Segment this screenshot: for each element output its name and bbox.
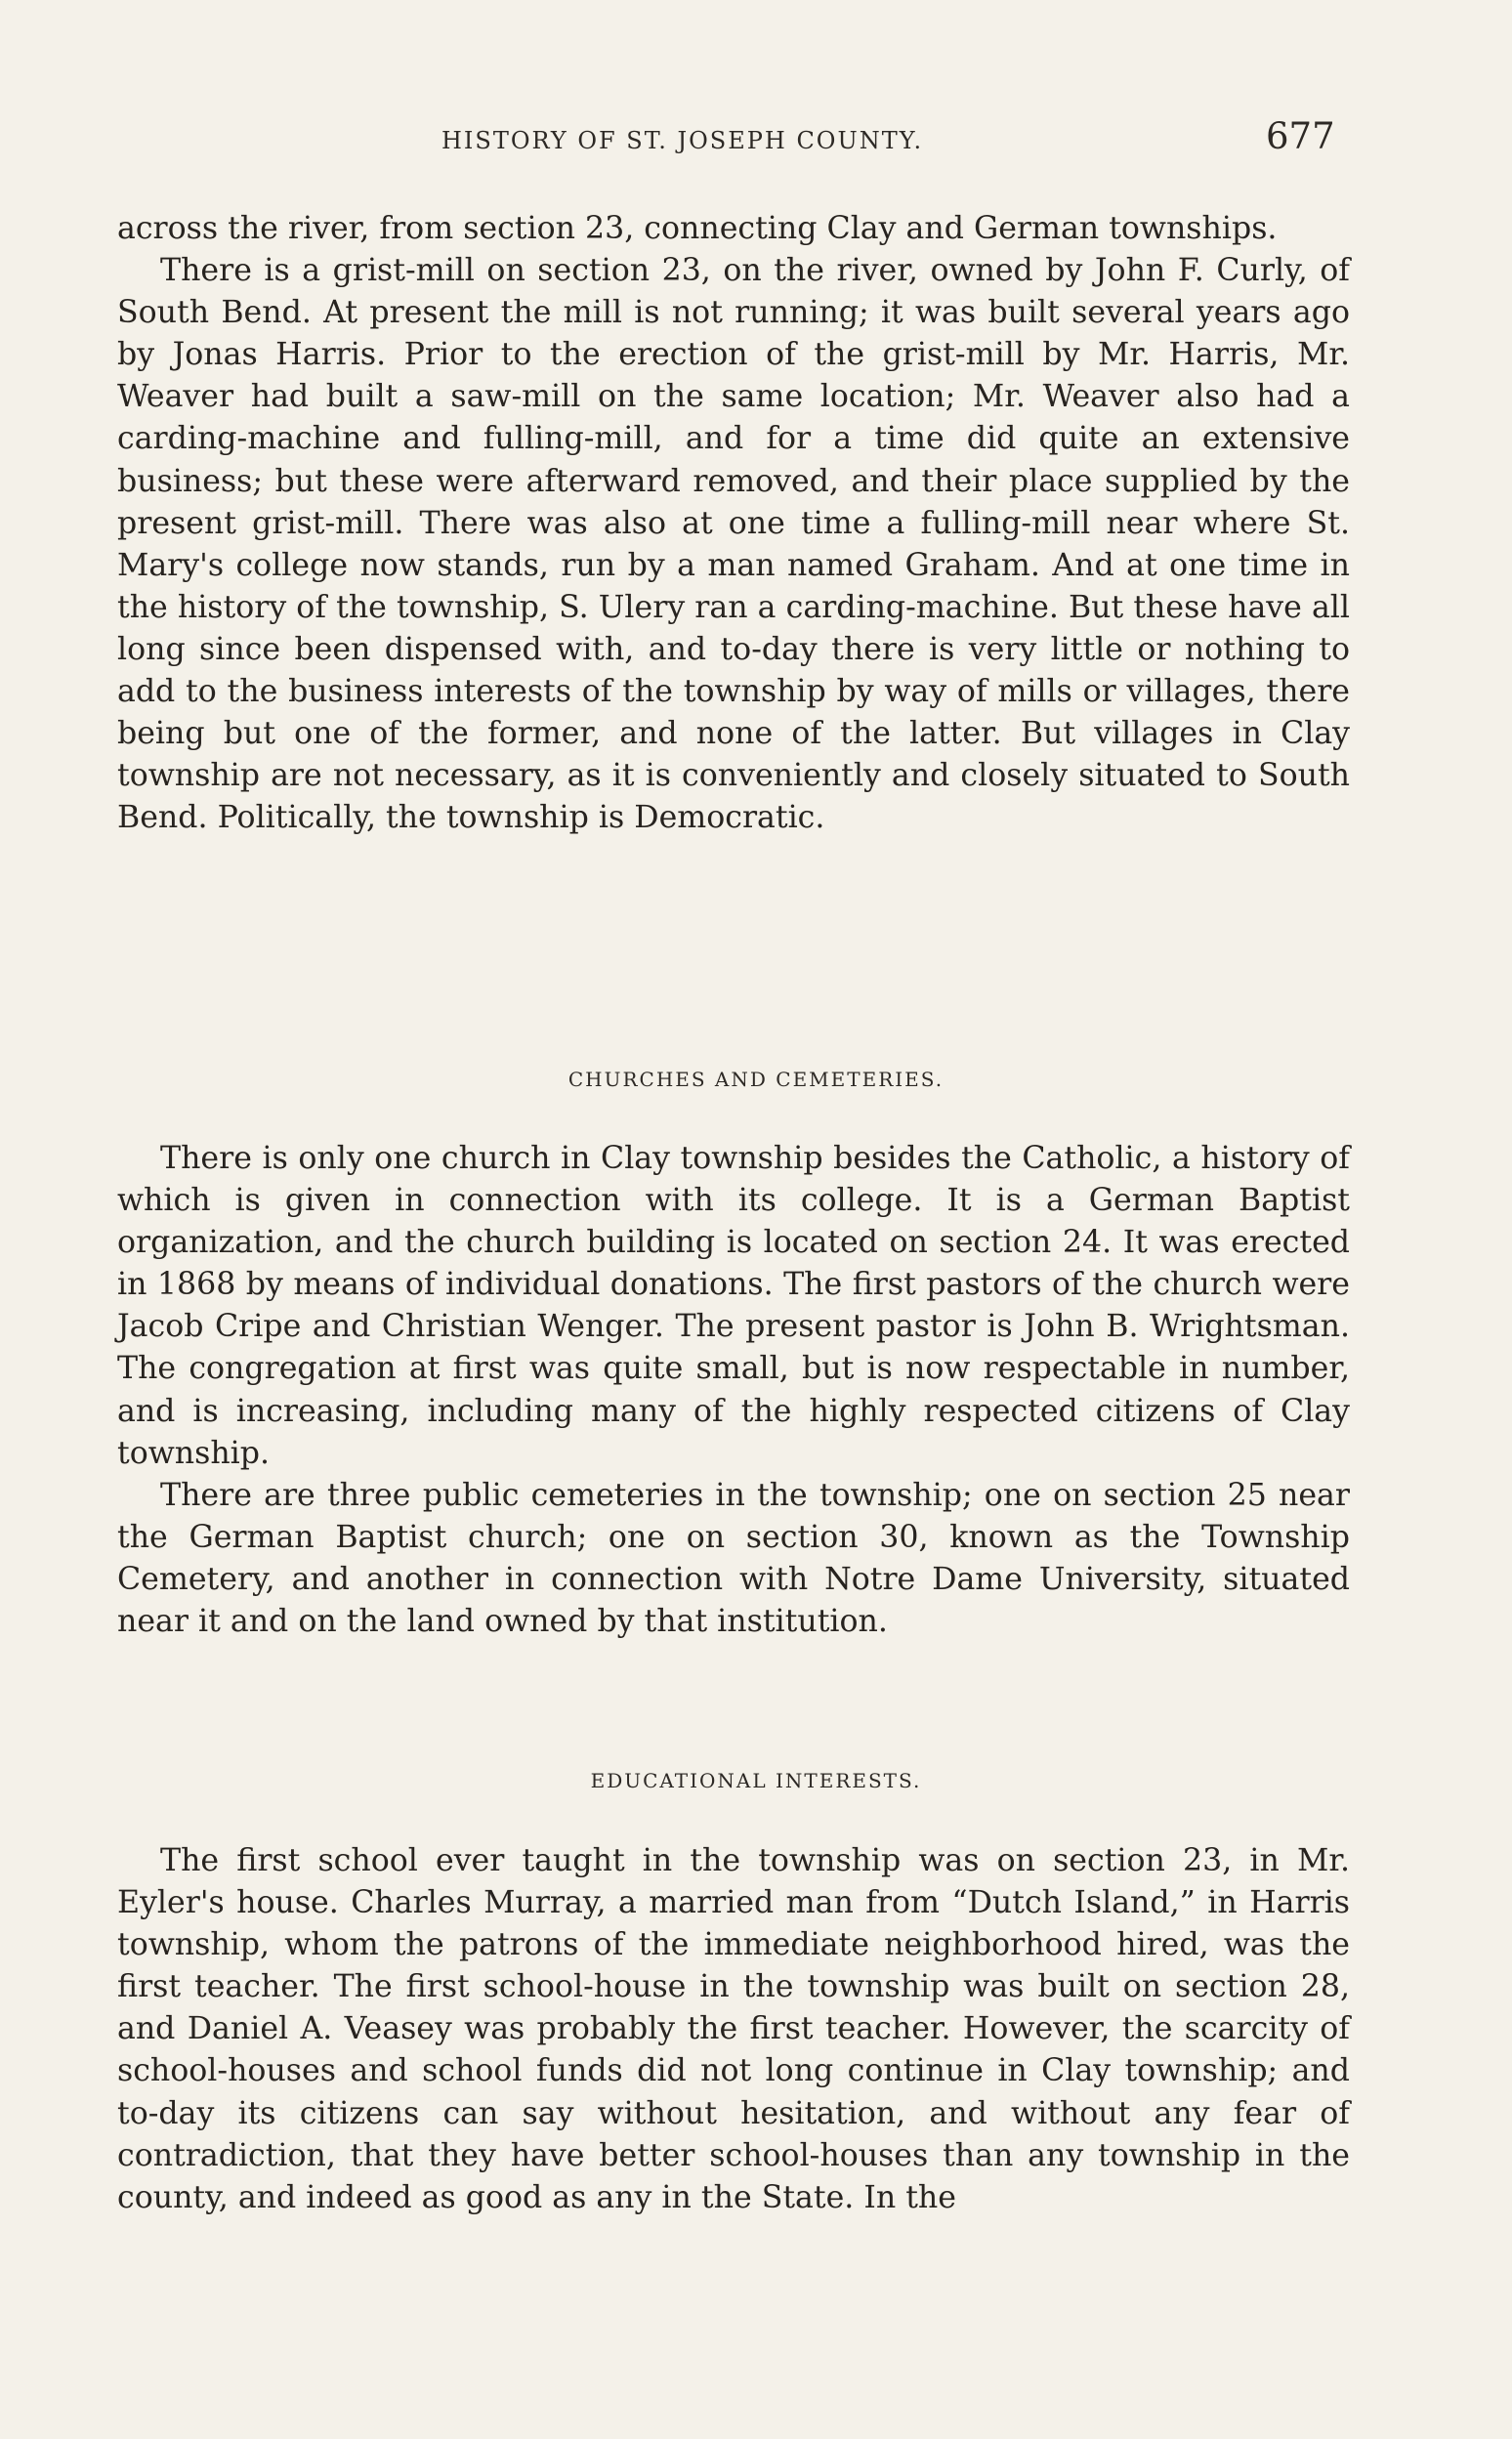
section-heading-education: EDUCATIONAL INTERESTS.	[590, 1769, 922, 1792]
paragraph-grist-mill: There is a grist-mill on section 23, on the river, owned by John F. Curly, of South Bend. At present the mill is not running; it was built several years ago by Jonas Harris. Prior to the erection of the grist-mill by Mr. Harris, Mr. Weaver had built a saw-mill on the same location; Mr. Weaver also had a carding-machine and fulling-mill, and for a time did quite an extensive business; but these were afterward removed, and their place supplied by the present grist-mill. There was also at one time a fulling-mill near where St. Mary's college now stands, run by a man named Graham. And at one time in the history of the township, S. Ulery ran a carding-machine. But these have all long since been dispensed with, and to-day there is very little or nothing to add to the business interests of the township by way of mills or villages, there being but one of the former, and none of the latter. But villages in Clay township are not necessary, as it is conveniently and closely situated to South Bend. Politically, the township is Democratic.	[117, 253, 1350, 836]
page-number: 677	[1266, 115, 1335, 157]
paragraph-cemeteries: There are three public cemeteries in the township; one on section 25 near the German Baptist church; one on section 30, known as the Township Cemetery, and another in connection with Notre Dame University, situated near it and on the land owned by that institution.	[117, 1477, 1350, 1640]
paragraph-first-school: The first school ever taught in the township was on section 23, in Mr. Eyler's house. Charles Murray, a married man from “Dutch Island,” in Harris township, whom the patrons of the immediate neighborhood hired, was the first teacher. The first school-house in the township was built on section 28, and Daniel A. Veasey was probably the first teacher. However, the scarcity of school-houses and school funds did not long continue in Clay township; and to-day its citizens can say without hesitation, and without any fear of contradiction, that they have better school-houses than any township in the county, and indeed as good as any in the State. In the	[117, 1843, 1350, 2215]
paragraph-church: There is only one church in Clay township besides the Catholic, a history of which is given in connection with its college. It is a German Baptist organization, and the church building is located on section 24. It was erected in 1868 by means of individual donations. The first pastors of the church were Jacob Cripe and Christian Wenger. The present pastor is John B. Wrightsman. The congregation at first was quite small, but is now respectable in number, and is increasing, including many of the highly respected citizens of Clay township.	[117, 1141, 1350, 1471]
section-intro	[117, 208, 1350, 839]
running-head: HISTORY OF ST. JOSEPH COUNTY.	[441, 127, 924, 154]
section-education	[117, 1840, 1350, 2219]
paragraph-continuation: across the river, from section 23, connecting Clay and German townships.	[117, 211, 1278, 246]
section-churches	[117, 1138, 1350, 1643]
section-heading-churches: CHURCHES AND CEMETERIES.	[567, 1068, 945, 1091]
